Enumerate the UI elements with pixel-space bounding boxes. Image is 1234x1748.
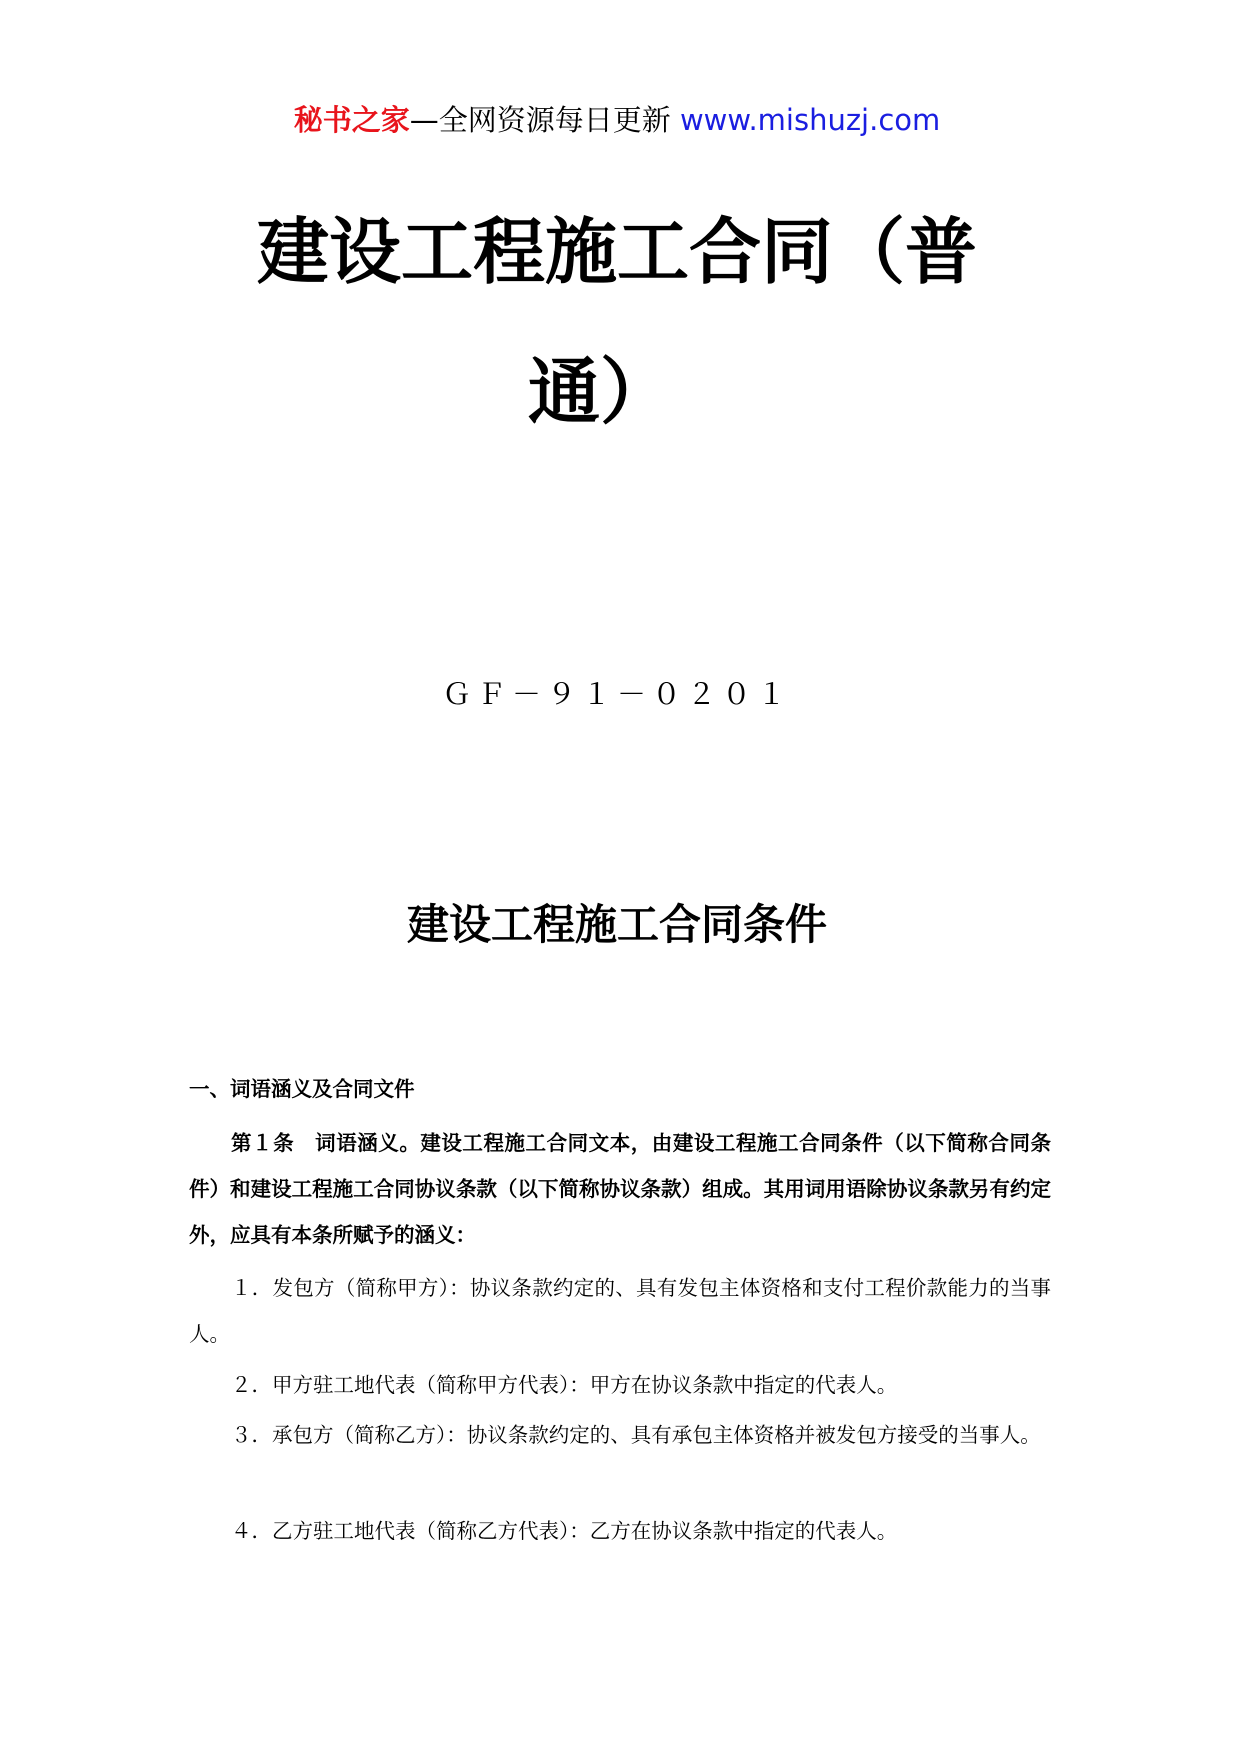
article-1-paragraph: 第１条 词语涵义。建设工程施工合同文本，由建设工程施工合同条件（以下简称合同条件）和建设工程施工合同协议条款（以下简称协议条款）组成。其用词用语除协议条款另有约定外，应具有本条所赋予的涵义： bbox=[189, 1131, 1051, 1247]
document-code: ＧＦ－９１－０２０１ bbox=[441, 677, 792, 711]
definition-item: ２．甲方驻工地代表（简称甲方代表）：甲方在协议条款中指定的代表人。 bbox=[231, 1373, 898, 1397]
site-header bbox=[0, 100, 1234, 140]
site-url-link[interactable]: www.mishuzj.com bbox=[679, 103, 941, 137]
brand-name: 秘书之家 bbox=[293, 103, 410, 137]
document-title-line-2: 通） bbox=[527, 349, 672, 434]
document-subtitle: 建设工程施工合同条件 bbox=[406, 900, 827, 949]
header-slogan: —全网资源每日更新 bbox=[409, 103, 680, 137]
definition-item: ４．乙方驻工地代表（简称乙方代表）：乙方在协议条款中指定的代表人。 bbox=[231, 1519, 898, 1543]
definition-item: １．发包方（简称甲方）：协议条款约定的、具有发包主体资格和支付工程价款能力的当事人。 bbox=[189, 1276, 1051, 1346]
definition-item: ３．承包方（简称乙方）：协议条款约定的、具有承包主体资格并被发包方接受的当事人。 bbox=[231, 1423, 1041, 1447]
document-title-line-1: 建设工程施工合同（普 bbox=[256, 209, 977, 294]
section-heading: 一、词语涵义及合同文件 bbox=[189, 1077, 415, 1101]
